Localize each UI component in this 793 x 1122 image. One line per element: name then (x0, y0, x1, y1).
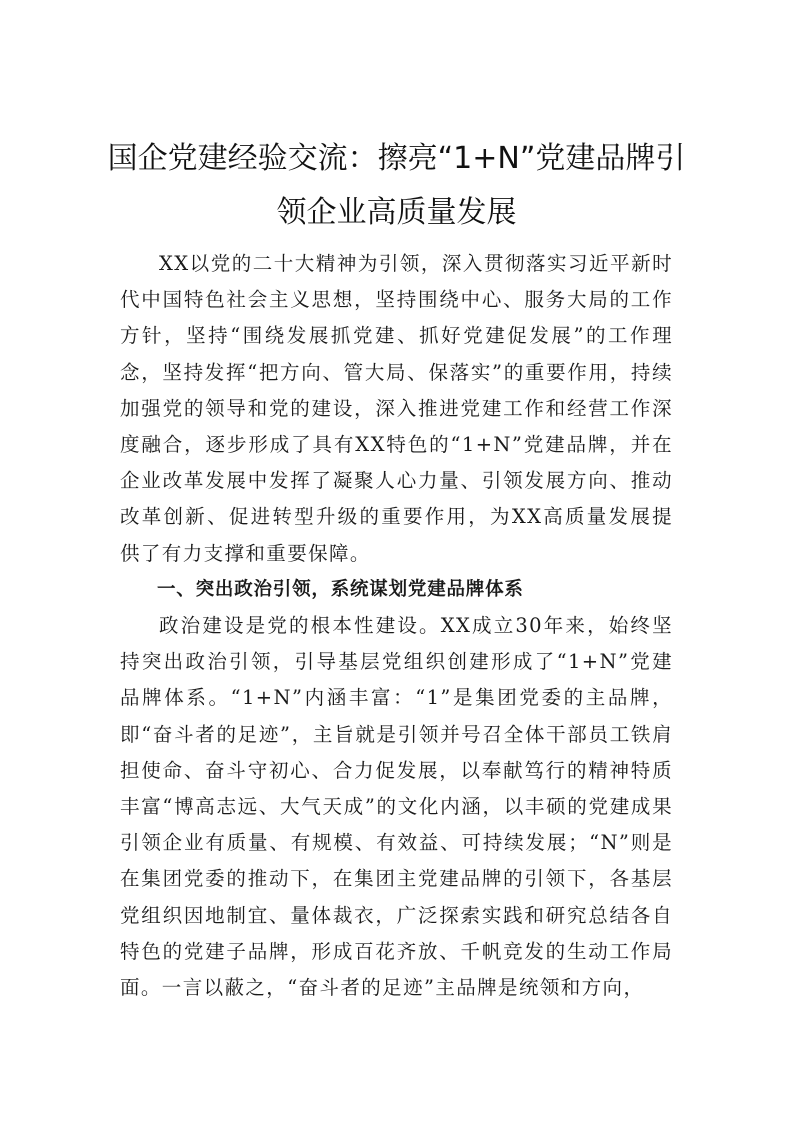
title-line-2: 领企业高质量发展 (276, 195, 517, 230)
section-heading-1: 一、突出政治引领，系统谋划党建品牌体系 (157, 578, 524, 600)
title-line-1: 国企党建经验交流：擦亮“1+N”党建品牌引 (107, 141, 686, 176)
document-title (100, 132, 693, 240)
intro-paragraph: XX以党的二十大精神为引领，深入贯彻落实习近平新时代中国特色社会主义思想，坚持围绕中心、服务大局的工作方针，坚持“围绕发展抓党建、抓好党建促发展”的工作理念，坚持发挥“把方向、管大局、保落实”的重要作用，持续加强党的领导和党的建设，深入推进党建工作和经营工作深度融合，逐步形成了具有XX特色的“1+N”党建品牌，并在企业改革发展中发挥了凝聚人心力量、引领发展方向、推动改革创新、促进转型升级的重要作用，为XX高质量发展提供了有力支撑和重要保障。 (120, 252, 673, 565)
section-1-paragraph: 政治建设是党的根本性建设。XX成立30年来，始终坚持突出政治引领，引导基层党组织创建形成了“1+N”党建品牌体系。“1+N”内涵丰富：“1”是集团党委的主品牌，即“奋斗者的足迹”，主旨就是引领并号召全体干部员工铁肩担使命、奋斗守初心、合力促发展，以奉献笃行的精神特质丰富“博高志远、大气天成”的文化内涵，以丰硕的党建成果引领企业有质量、有规模、有效益、可持续发展；“N”则是在集团党委的推动下，在集团主党建品牌的引领下，各基层党组织因地制宜、量体裁衣，广泛探索实践和研究总结各自特色的党建子品牌，形成百花齐放、千帆竞发的生动工作局面。一言以蔽之，“奋斗者的足迹”主品牌是统领和方向， (120, 614, 673, 1000)
document-body (120, 246, 673, 1006)
